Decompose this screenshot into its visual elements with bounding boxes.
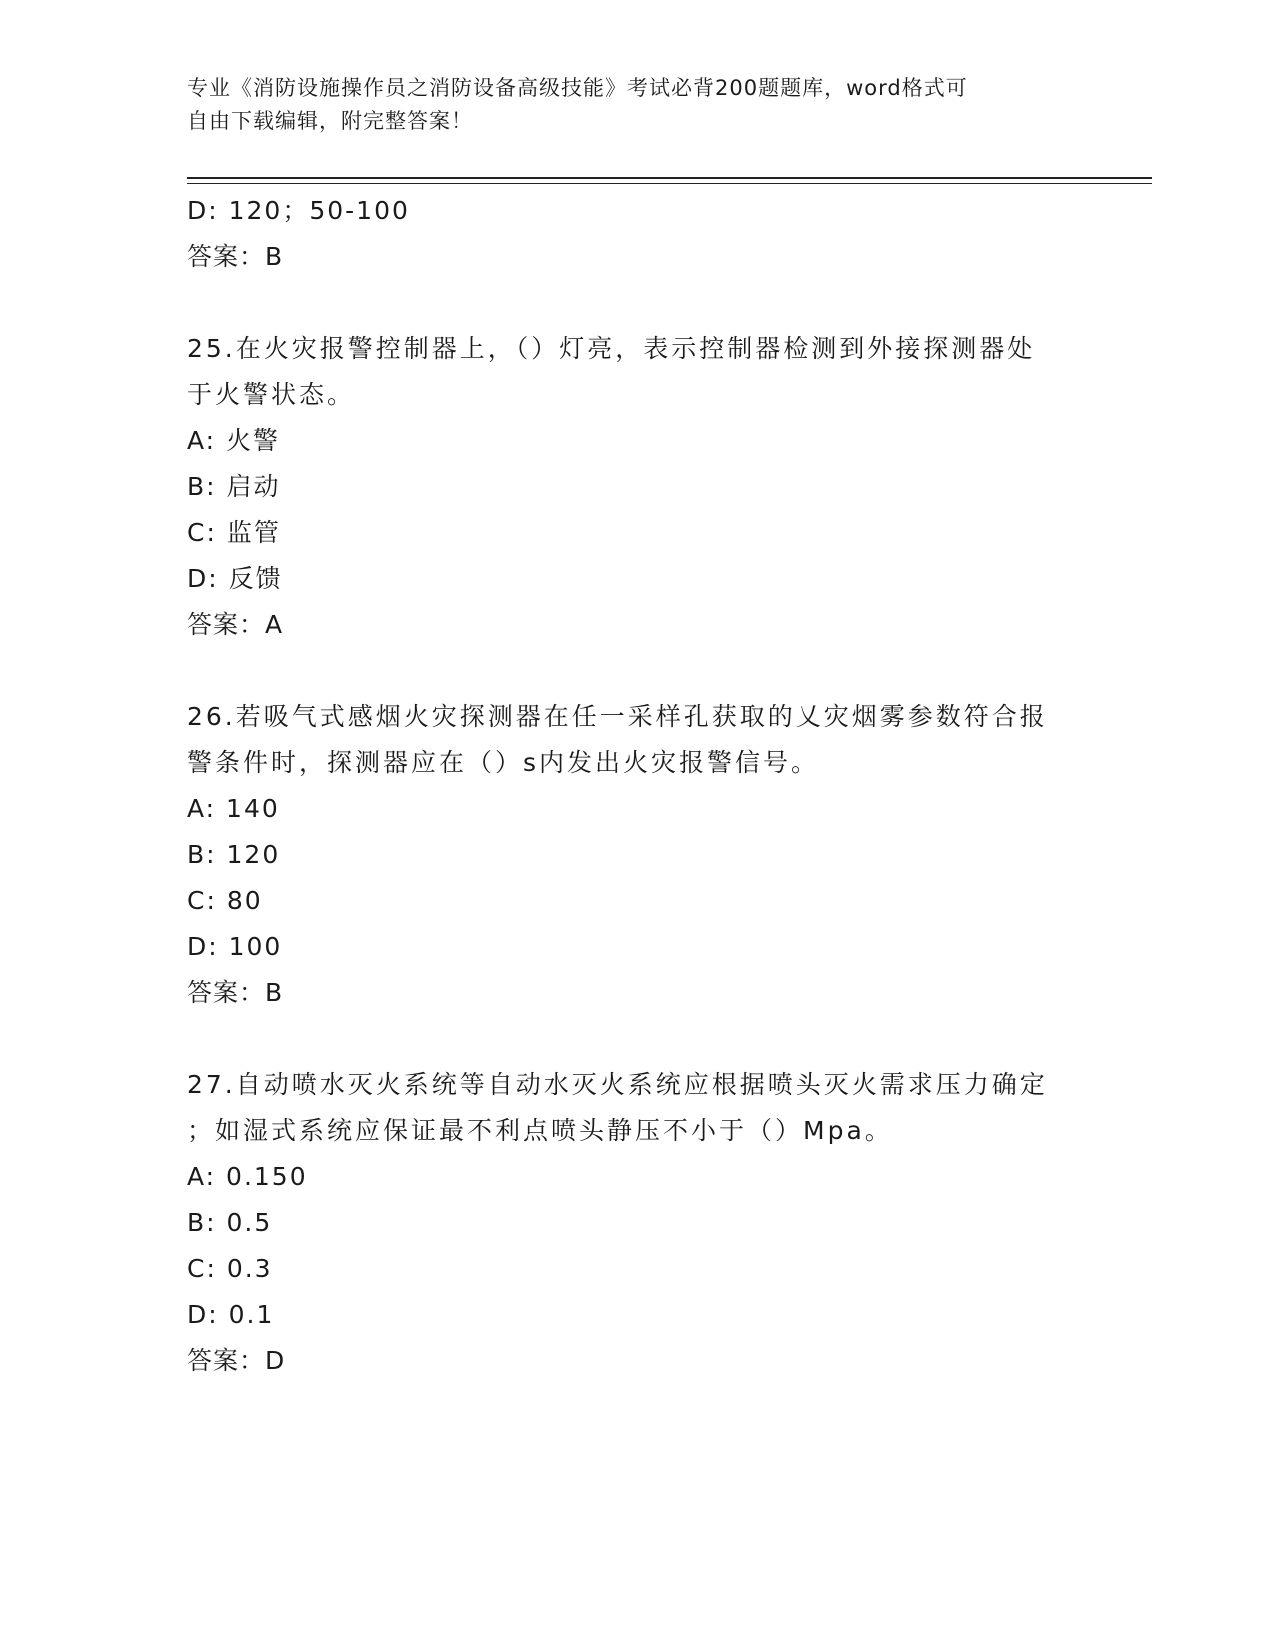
spacer (187, 280, 1087, 326)
header-line-2: 自由下载编辑，附完整答案！ (187, 109, 473, 133)
option-b: B: 0.5 (187, 1208, 273, 1237)
question-text-line-1: 27.自动喷水灭火系统等自动水灭火系统应根据喷头灭火需求压力确定 (187, 1070, 1048, 1099)
question-list (187, 188, 1087, 1384)
option-c: C: 监管 (187, 518, 281, 547)
option-b: B: 120 (187, 840, 281, 869)
question-text-line-1: 26.若吸气式感烟火灾探测器在任一采样孔获取的乂灾烟雾参数符合报 (187, 702, 1048, 731)
header-line-1: 专业《消防设施操作员之消防设备高级技能》考试必背200题题库，word格式可 (187, 76, 968, 100)
spacer (187, 1016, 1087, 1062)
spacer (187, 648, 1087, 694)
header-divider-thin (187, 183, 1152, 184)
option-d: D: 反馈 (187, 564, 283, 593)
question-text-line-2: ；如湿式系统应保证最不利点喷头静压不小于（）Mpa。 (187, 1116, 893, 1145)
option-c: C: 80 (187, 886, 263, 915)
option-d: D: 100 (187, 932, 283, 961)
option-b: B: 启动 (187, 472, 281, 501)
question-25 (187, 326, 1087, 648)
option-d: D: 0.1 (187, 1300, 275, 1329)
header-divider-thick (187, 177, 1152, 179)
page-header (187, 72, 1067, 138)
question-27 (187, 1062, 1087, 1384)
question-text-line-2: 警条件时，探测器应在（）s内发出火灾报警信号。 (187, 748, 820, 777)
option-a: A: 140 (187, 794, 280, 823)
answer-line: 答案：B (187, 978, 284, 1007)
answer-line: 答案：B (187, 242, 284, 271)
question-text-line-2: 于火警状态。 (187, 380, 356, 409)
option-c: C: 0.3 (187, 1254, 273, 1283)
option-a: A: 火警 (187, 426, 281, 455)
answer-line: 答案：A (187, 610, 284, 639)
previous-question-tail (187, 188, 1087, 280)
question-26 (187, 694, 1087, 1016)
option-d: D: 120；50-100 (187, 196, 410, 225)
question-text-line-1: 25.在火灾报警控制器上，（）灯亮，表示控制器检测到外接探测器处 (187, 334, 1036, 363)
option-a: A: 0.150 (187, 1162, 308, 1191)
answer-line: 答案：D (187, 1346, 286, 1375)
